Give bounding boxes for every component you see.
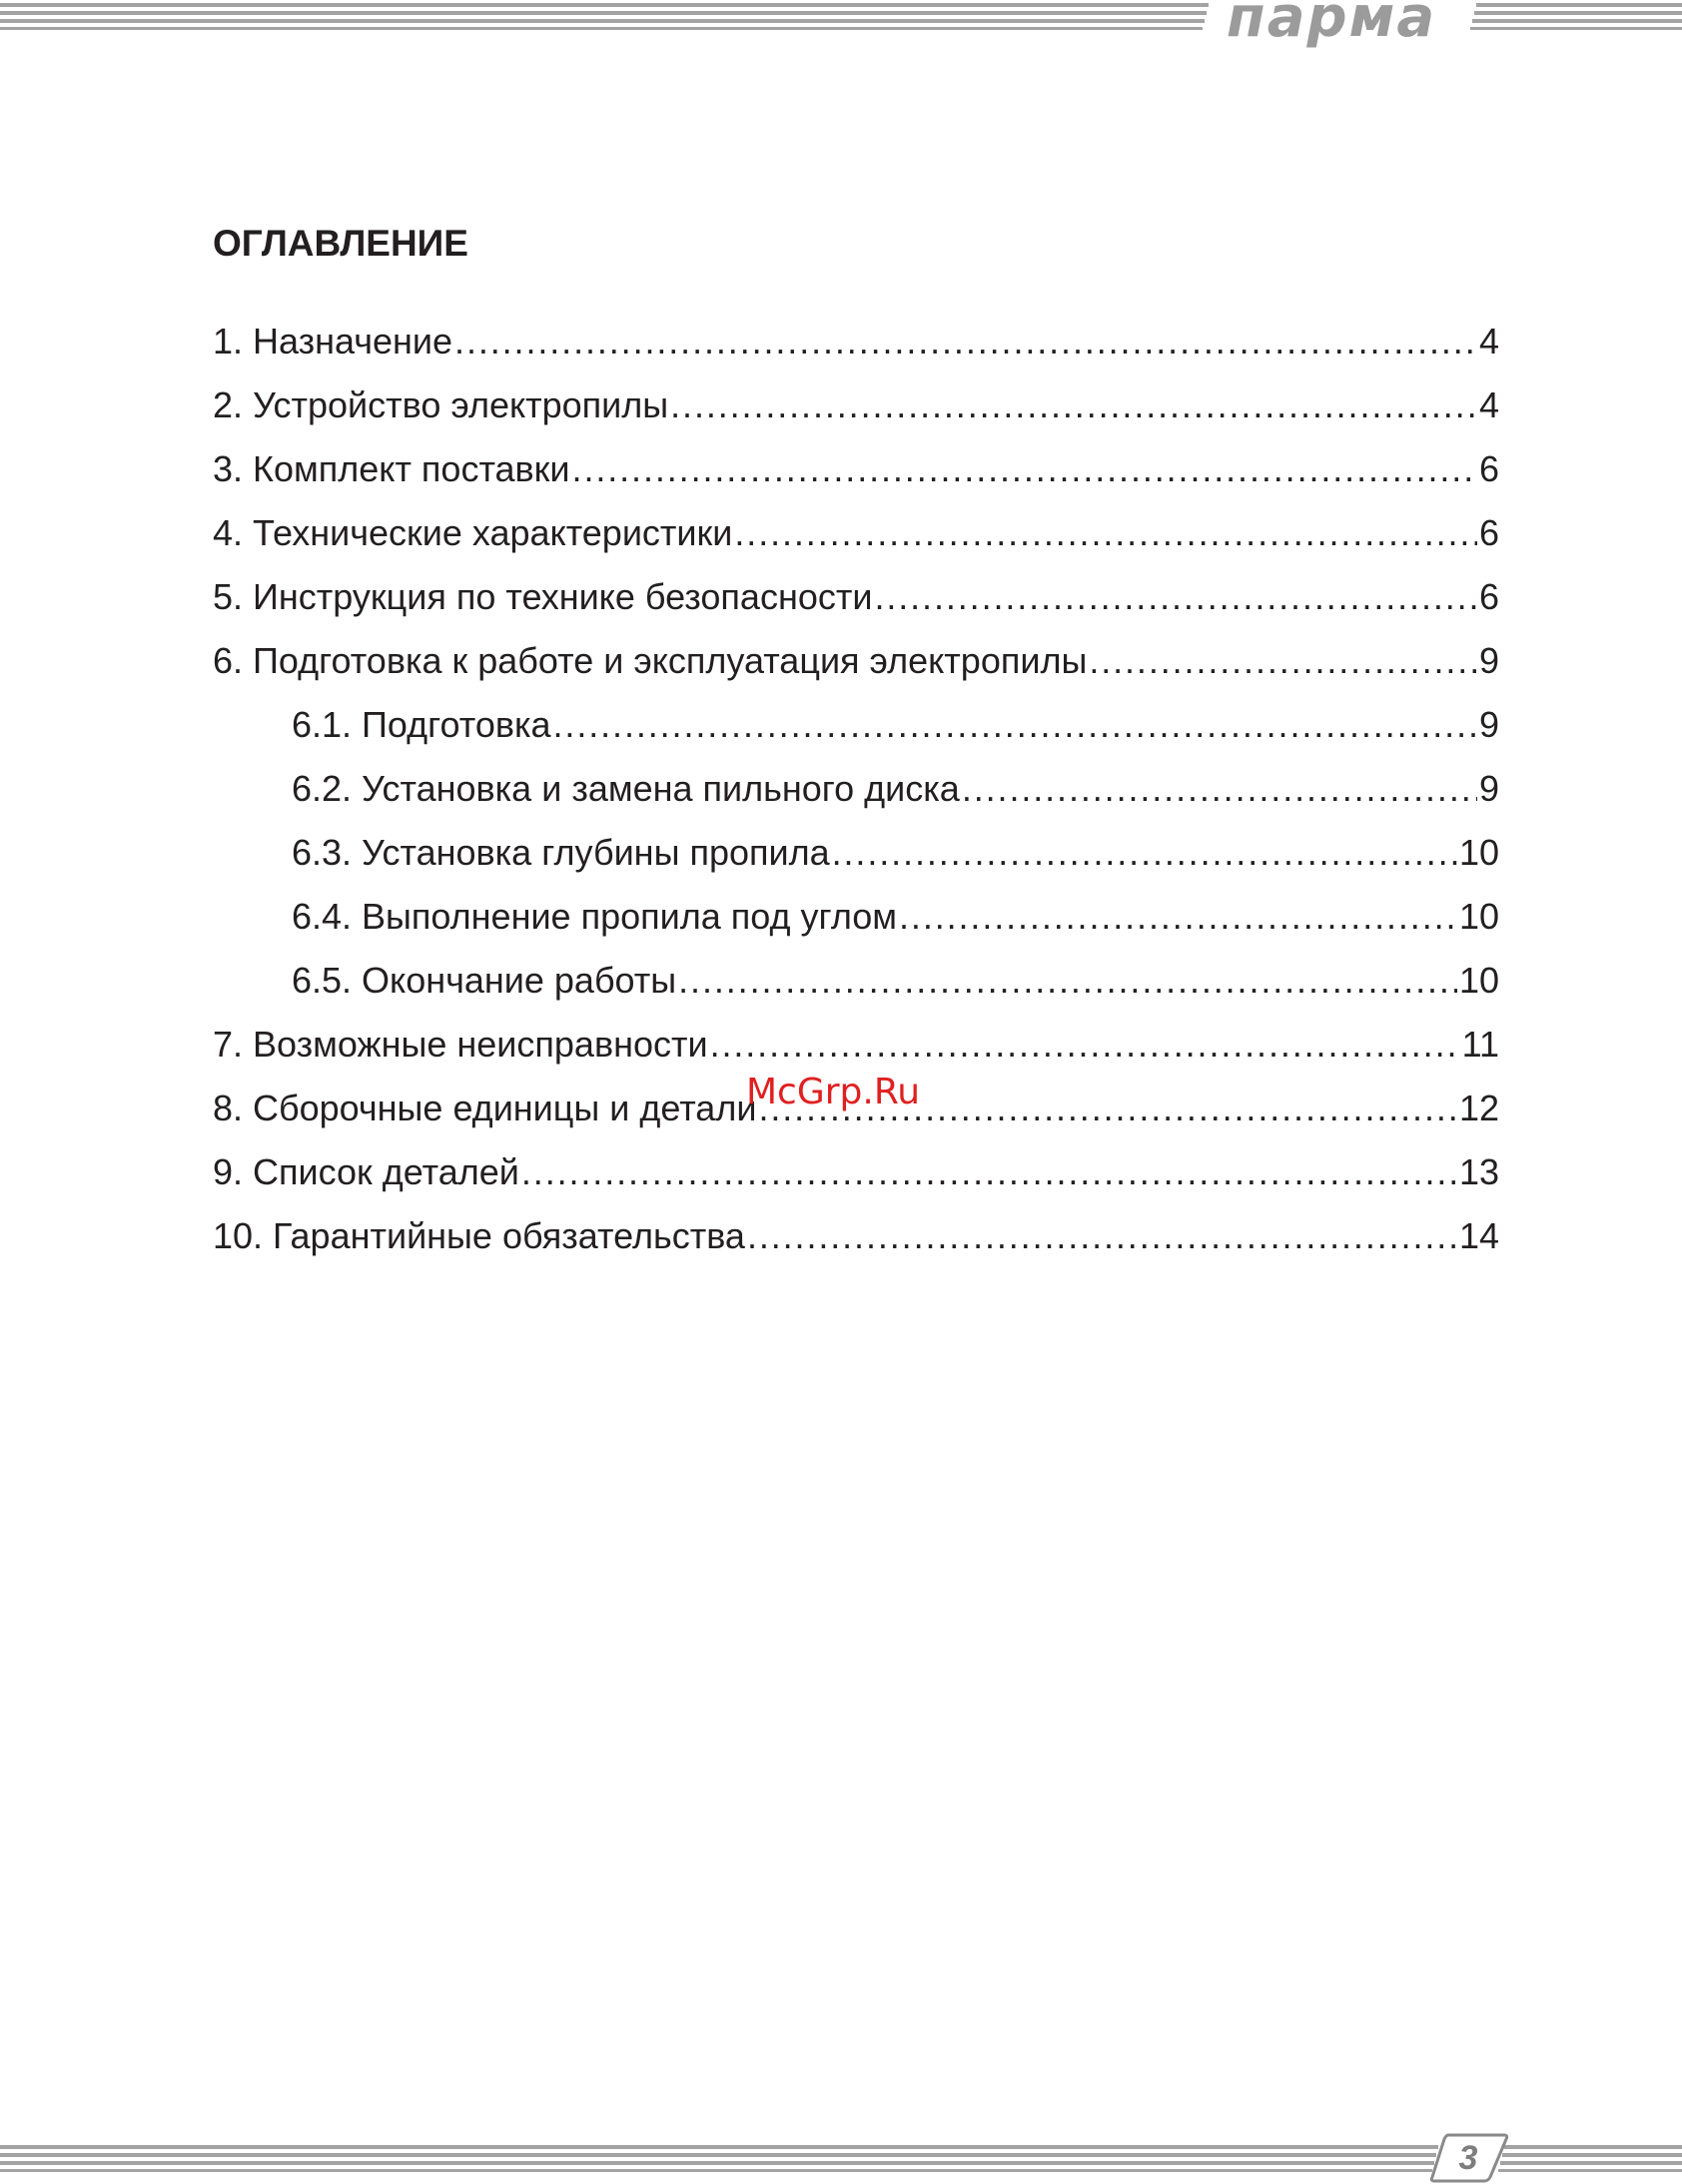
toc-leader-dots [1089,641,1477,681]
toc-entry-page: 9 [1478,640,1499,681]
toc-entry-page: 10 [1458,896,1499,937]
toc-entry-label: 6.5. Окончание работы [292,960,677,1001]
brand-logo: парма [1227,0,1437,50]
toc-entry-page: 10 [1458,832,1499,873]
toc-entry-page: 6 [1478,512,1499,553]
toc-leader-dots [832,833,1457,873]
toc-entry-page: 6 [1478,448,1499,489]
toc-entry[interactable] [213,310,1499,373]
toc-entry-label: 9. Список деталей [213,1151,519,1192]
toc-entry-page: 11 [1461,1024,1499,1065]
toc-entry-label: 1. Назначение [213,321,453,362]
toc-entry[interactable] [213,565,1499,629]
toc-entry-label: 5. Инструкция по технике безопасности [213,576,873,617]
toc-leader-dots [747,1216,1457,1256]
toc-leader-dots [874,577,1477,617]
watermark-text: McGrp.Ru [746,1072,921,1112]
toc-entry-page: 13 [1458,1151,1499,1192]
toc-entry-page: 9 [1478,704,1499,745]
toc-entry-label: 6.4. Выполнение пропила под углом [292,896,898,937]
toc-entry[interactable] [213,629,1499,693]
toc-entry-label: 6.3. Установка глубины пропила [292,832,830,873]
toc-leader-dots [572,449,1477,489]
toc-subentry[interactable] [213,821,1499,885]
toc-entry-label: 4. Технические характеристики [213,512,733,553]
table-of-contents [213,310,1499,1268]
toc-entry[interactable] [213,1013,1499,1077]
toc-leader-dots [553,705,1477,745]
toc-subentry[interactable] [213,949,1499,1013]
toc-leader-dots [670,385,1477,425]
toc-entry[interactable] [213,1204,1499,1268]
toc-entry[interactable] [213,501,1499,565]
page-title: ОГЛАВЛЕНИЕ [213,223,468,264]
toc-entry[interactable] [213,437,1499,501]
toc-entry-label: 10. Гарантийные обязательства [213,1215,745,1256]
toc-entry-label: 3. Комплект поставки [213,448,570,489]
toc-leader-dots [678,961,1457,1001]
toc-leader-dots [734,513,1477,553]
toc-subentry[interactable] [213,757,1499,821]
toc-entry-label: 6.2. Установка и замена пильного диска [292,768,960,809]
toc-entry-page: 12 [1458,1088,1499,1128]
toc-entry-page: 4 [1478,384,1499,425]
toc-entry-label: 8. Сборочные единицы и детали [213,1088,757,1128]
page-number: 3 [1458,2139,1478,2177]
toc-entry-label: 6.1. Подготовка [292,704,551,745]
toc-entry[interactable] [213,373,1499,437]
toc-entry-page: 4 [1478,321,1499,362]
toc-entry-label: 2. Устройство электропилы [213,384,669,425]
toc-entry-label: 6. Подготовка к работе и эксплуатация электропилы [213,640,1088,681]
toc-entry-label: 7. Возможные неисправности [213,1024,708,1065]
toc-entry-page: 10 [1458,960,1499,1001]
toc-leader-dots [454,322,1477,362]
toc-leader-dots [521,1152,1457,1192]
toc-subentry[interactable] [213,693,1499,757]
toc-leader-dots [962,769,1477,809]
toc-subentry[interactable] [213,885,1499,949]
toc-entry-page: 6 [1478,576,1499,617]
toc-entry-page: 9 [1478,768,1499,809]
toc-leader-dots [710,1025,1460,1065]
toc-leader-dots [899,897,1457,937]
toc-entry-page: 14 [1458,1215,1499,1256]
toc-entry[interactable] [213,1140,1499,1204]
